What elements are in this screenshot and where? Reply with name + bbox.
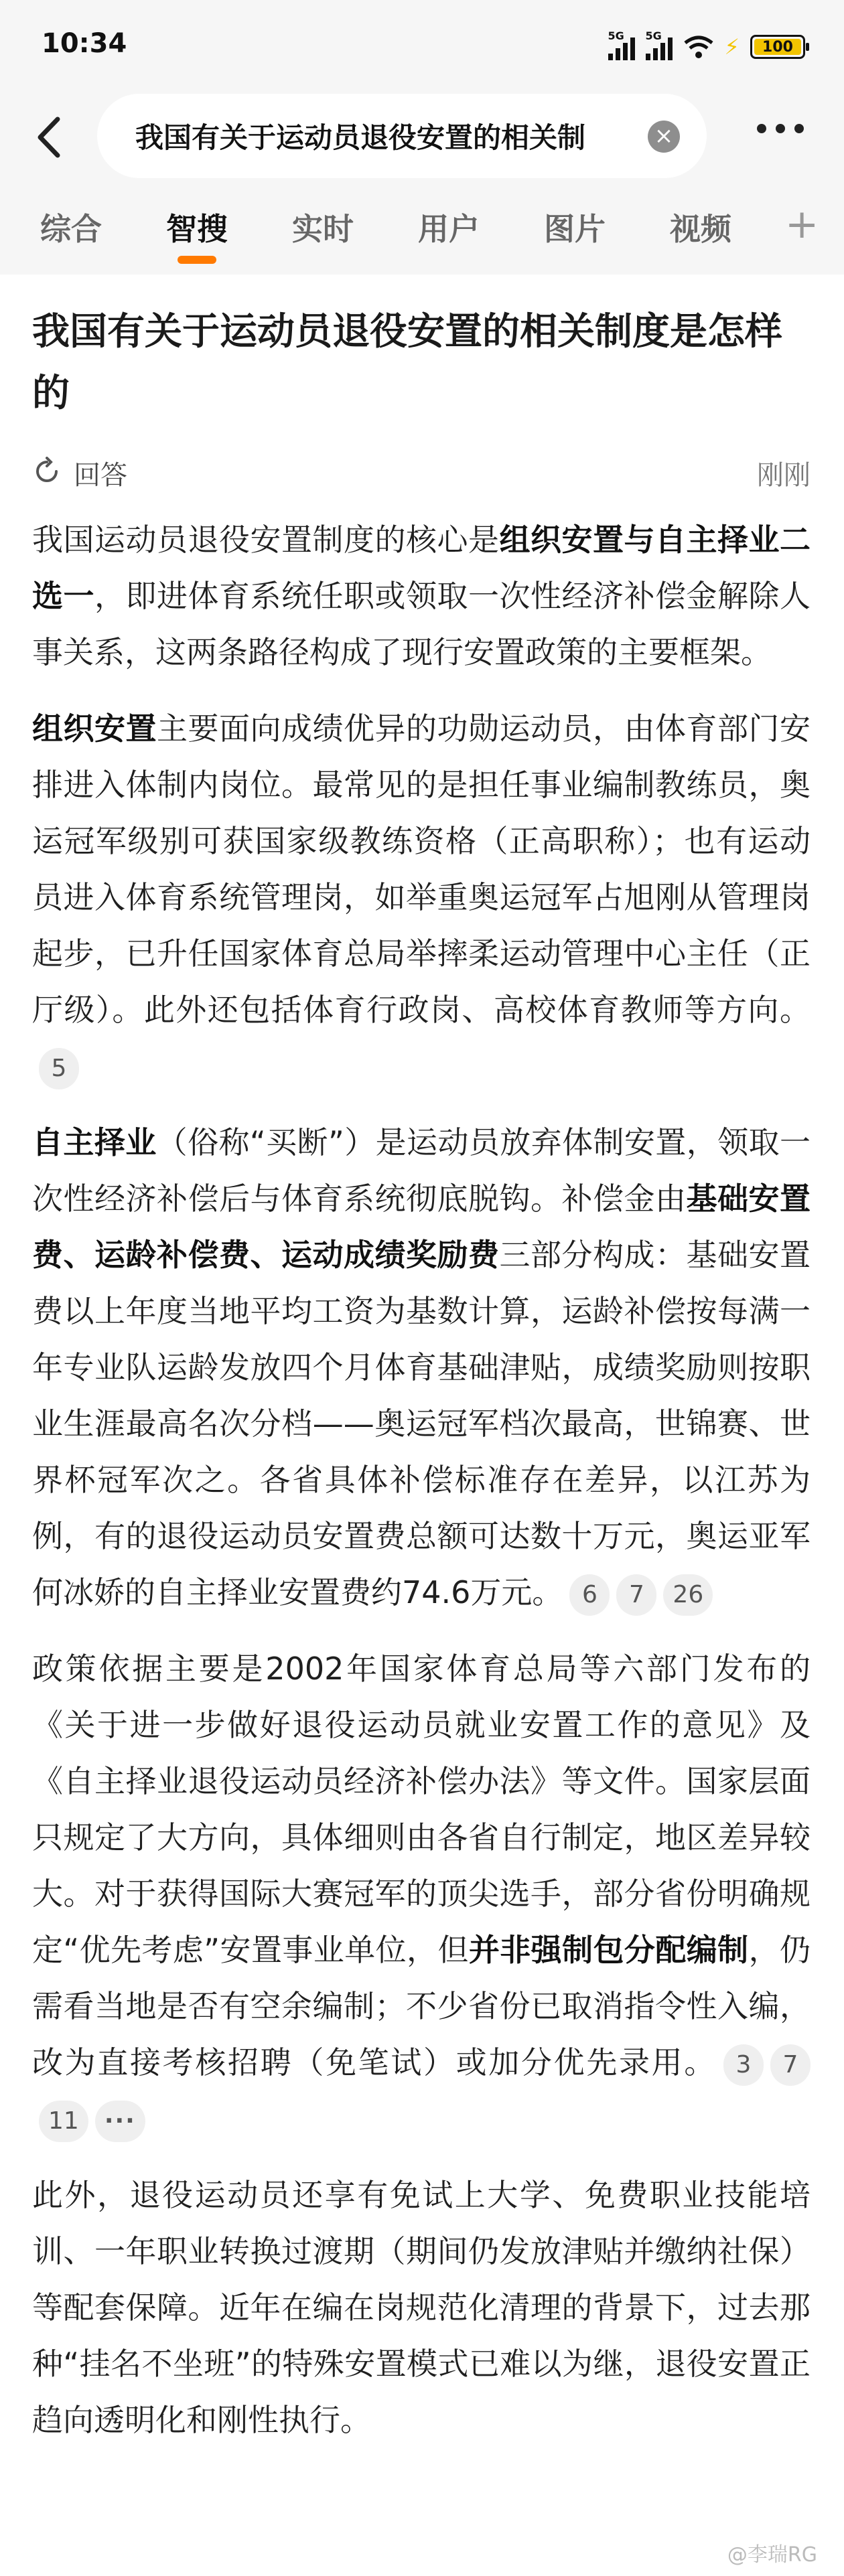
status-icons (608, 29, 805, 62)
signal-icon (645, 29, 673, 60)
battery-level: 100 (762, 38, 793, 56)
text-span: 主要面向成绩优异的功勋运动员，由体育部门安排进入体制内岗位。最常见的是担任事业编制教练员，奥运冠军级别可获国家级教练资格（正高职称）；也有运动员进入体育系统管理岗，如举重奥运冠军占旭刚从管理岗起步，已升任国家体育总局举摔柔运动管理中心主任（正厅级）。此外还包括体育行政岗、高校体育教师等方向。 (32, 710, 811, 1028)
citation-badge[interactable]: 11 (39, 2101, 88, 2142)
tab-label: 智搜 (166, 211, 228, 247)
tab-smart-search[interactable] (166, 205, 228, 249)
tab-label: 图片 (544, 211, 606, 247)
signal-label: 5G (608, 29, 624, 42)
citation-badge[interactable]: 26 (663, 1574, 713, 1616)
search-box[interactable] (97, 94, 707, 178)
answer-content (32, 275, 811, 2448)
paragraph-1 (32, 512, 811, 680)
bold-text: 并非强制包分配编制 (468, 1932, 749, 1968)
text-span: 我国运动员退役安置制度的核心是 (32, 522, 500, 558)
tab-users[interactable] (418, 205, 480, 249)
answer-header (32, 445, 811, 498)
tab-videos[interactable] (670, 205, 731, 249)
citation-badge[interactable]: 7 (770, 2044, 811, 2086)
paragraph-2 (32, 700, 811, 1094)
active-tab-indicator (178, 256, 216, 264)
paragraph-3 (32, 1114, 811, 1620)
text-span: 三部分构成：基础安置费以上年度当地平均工资为基数计算，运龄补偿按每满一年专业队运龄发放四个月体育基础津贴，成绩奖励则按职业生涯最高名次分档——奥运冠军档次最高，世锦赛、世界杯冠军次之。各省具体补偿标准存在差异，以江苏为例，有的退役运动员安置费总额可达数十万元，奥运亚军何冰娇的自主择业安置费约74.6万元。 (32, 1237, 811, 1610)
signal-icon (608, 29, 635, 60)
tab-realtime[interactable] (292, 205, 354, 249)
citation-badge[interactable]: 6 (569, 1574, 610, 1616)
tab-label: 视频 (670, 211, 731, 247)
watermark: @李瑞RG (727, 2543, 817, 2567)
search-input[interactable] (134, 119, 640, 153)
text-span: （俗称“买断”）是运动员放弃体制安置，领取一次性经济补偿后与体育系统彻底脱钩。补偿金由 (32, 1124, 811, 1217)
status-bar (0, 0, 844, 87)
tab-bar (0, 187, 844, 275)
bold-text: 自主择业 (32, 1124, 157, 1160)
bold-text: 组织安置与自主择业二选一 (32, 522, 811, 614)
tab-label: 综合 (40, 211, 102, 247)
paragraph-5 (32, 2167, 811, 2448)
tab-label: 用户 (418, 211, 480, 247)
bold-text: 基础安置费、运龄补偿费、运动成绩奖励费 (32, 1181, 811, 1273)
battery-icon (750, 35, 805, 59)
text-span: 政策依据主要是2002年国家体育总局等六部门发布的《关于进一步做好退役运动员就业安置工作的意见》及《自主择业退役运动员经济补偿办法》等文件。国家层面只规定了大方向，具体细则由各省自行制定，地区差异较大。对于获得国际大赛冠军的顶尖选手，部分省份明确规定“优先考虑”安置事业单位，但 (32, 1651, 811, 1968)
citation-badge[interactable]: 3 (723, 2044, 764, 2086)
charging-icon: ⚡ (724, 34, 740, 60)
text-span: ，即进体育系统任职或领取一次性经济补偿金解除人事关系，这两条路径构成了现行安置政策的主要框架。 (32, 578, 811, 670)
answer-label: 回答 (74, 460, 127, 491)
more-icon[interactable] (757, 124, 804, 133)
tab-images[interactable] (544, 205, 606, 249)
paragraph-4 (32, 1641, 811, 2147)
wifi-icon (683, 35, 714, 59)
signal-label: 5G (645, 29, 662, 42)
text-span: 此外，退役运动员还享有免试上大学、免费职业技能培训、一年职业转换过渡期（期间仍发放津贴并缴纳社保）等配套保障。近年在编在岗规范化清理的背景下，过去那种“挂名不坐班”的特殊安置模式已难以为继，退役安置正趋向透明化和刚性执行。 (32, 2177, 811, 2438)
tab-comprehensive[interactable] (40, 205, 102, 249)
chevron-left-icon (29, 107, 70, 167)
tab-label: 实时 (292, 211, 354, 247)
more-citations-button[interactable]: ··· (95, 2101, 145, 2142)
citation-badge[interactable]: 5 (39, 1048, 79, 1089)
refresh-icon (32, 457, 62, 486)
question-title: 我国有关于运动员退役安置的相关制度是怎样的 (32, 310, 782, 415)
bold-text: 组织安置 (32, 710, 157, 747)
add-tab-button[interactable]: + (785, 201, 819, 248)
clear-icon[interactable]: × (648, 121, 680, 153)
status-time: 10:34 (42, 28, 127, 59)
citation-badge[interactable]: 7 (616, 1574, 656, 1616)
search-header (0, 87, 844, 187)
answer-time: 刚刚 (757, 460, 811, 491)
back-button[interactable] (29, 107, 70, 167)
text-span: ，仍需看当地是否有空余编制；不少省份已取消指令性入编，改为直接考核招聘（免笔试）或加分优先录用。 (32, 1932, 811, 2080)
